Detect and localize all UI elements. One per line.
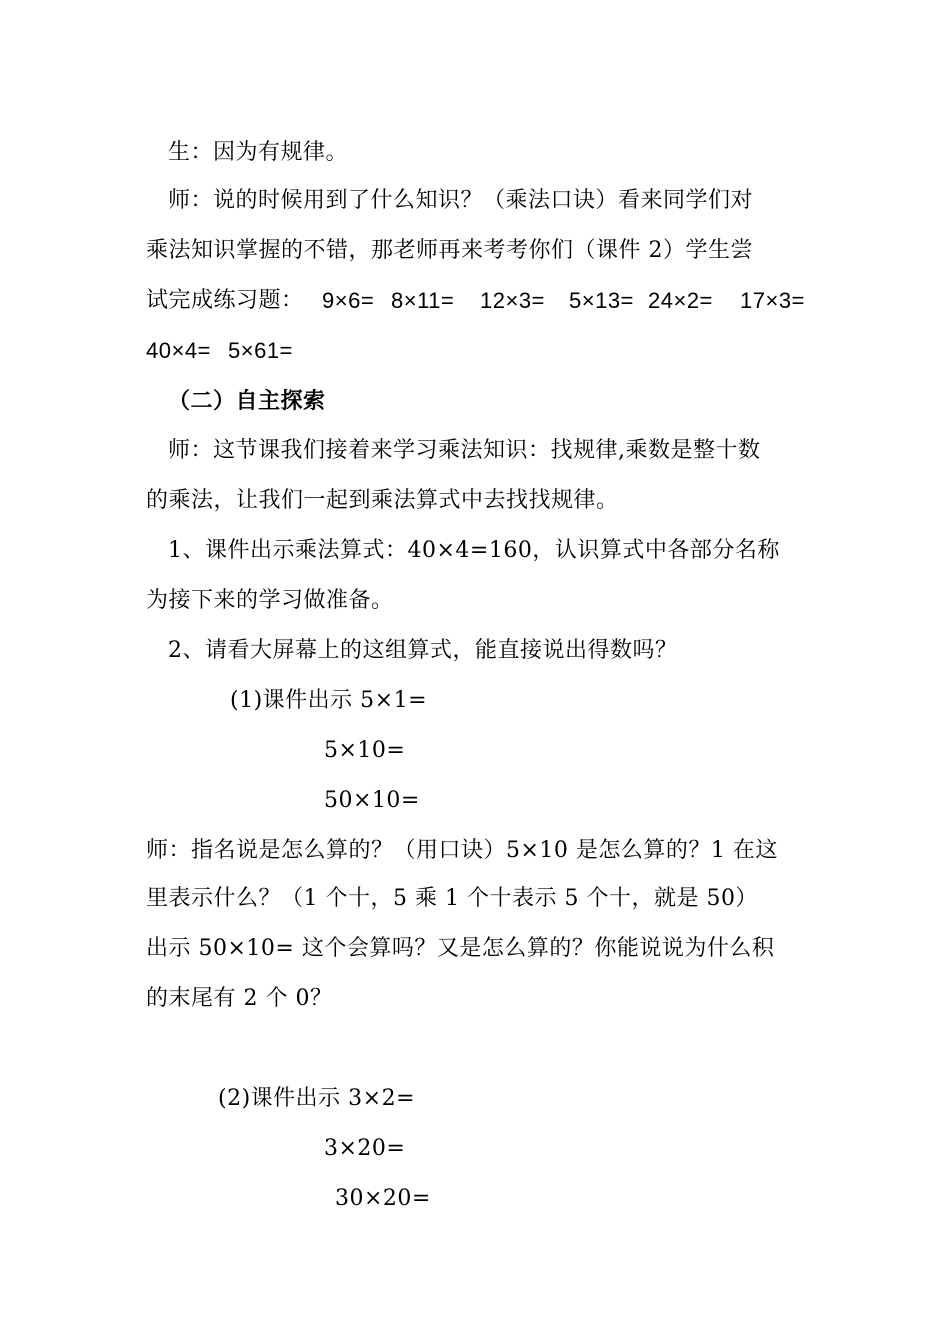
exercise-item: 8×11= <box>391 288 455 313</box>
equation-group-2-item: 3×20= <box>324 1136 406 1161</box>
exercise-item: 5×13= <box>569 288 634 313</box>
exercise-item: 5×61= <box>228 338 293 363</box>
paragraph-teacher-question-line-1: 师：指名说是怎么算的？（用口诀）5×10 是怎么算的？1 在这 <box>146 838 778 863</box>
paragraph-student-reply: 生：因为有规律。 <box>168 140 349 165</box>
equation-group-1-item: 5×10= <box>324 738 406 763</box>
paragraph-teacher-question-line-4: 的末尾有 2 个 0？ <box>146 986 333 1011</box>
list-item-2: 2、请看大屏幕上的这组算式，能直接说出得数吗？ <box>168 638 678 663</box>
section-heading: （二）自主探索 <box>168 388 326 414</box>
paragraph-teacher-line-1: 师：说的时候用到了什么知识？（乘法口诀）看来同学们对 <box>168 188 754 213</box>
paragraph-exercise-intro: 试完成练习题： <box>146 288 304 313</box>
equation-group-2-item: 30×20= <box>335 1186 431 1211</box>
list-item-1-line-2: 为接下来的学习做准备。 <box>146 588 394 613</box>
paragraph-lesson-intro-line-1: 师：这节课我们接着来学习乘法知识：找规律,乘数是整十数 <box>168 438 761 463</box>
equation-group-1-title: (1)课件出示 5×1= <box>230 688 428 713</box>
paragraph-teacher-question-line-3: 出示 50×10= 这个会算吗？又是怎么算的？你能说说为什么积 <box>146 936 775 961</box>
exercise-item: 40×4= <box>146 338 211 363</box>
paragraph-lesson-intro-line-2: 的乘法，让我们一起到乘法算式中去找找规律。 <box>146 488 619 513</box>
paragraph-teacher-question-line-2: 里表示什么？（1 个十，5 乘 1 个十表示 5 个十，就是 50） <box>146 886 758 911</box>
exercise-item: 12×3= <box>480 288 545 313</box>
exercise-item: 17×3= <box>740 288 805 313</box>
equation-group-2-title: (2)课件出示 3×2= <box>218 1086 416 1111</box>
paragraph-teacher-line-2: 乘法知识掌握的不错，那老师再来考考你们（课件 2）学生尝 <box>146 238 753 263</box>
exercise-item: 24×2= <box>648 288 713 313</box>
equation-group-1-item: 50×10= <box>324 788 420 813</box>
exercise-item: 9×6= <box>322 288 375 313</box>
list-item-1-line-1: 1、课件出示乘法算式：40×4=160，认识算式中各部分名称 <box>168 538 780 563</box>
